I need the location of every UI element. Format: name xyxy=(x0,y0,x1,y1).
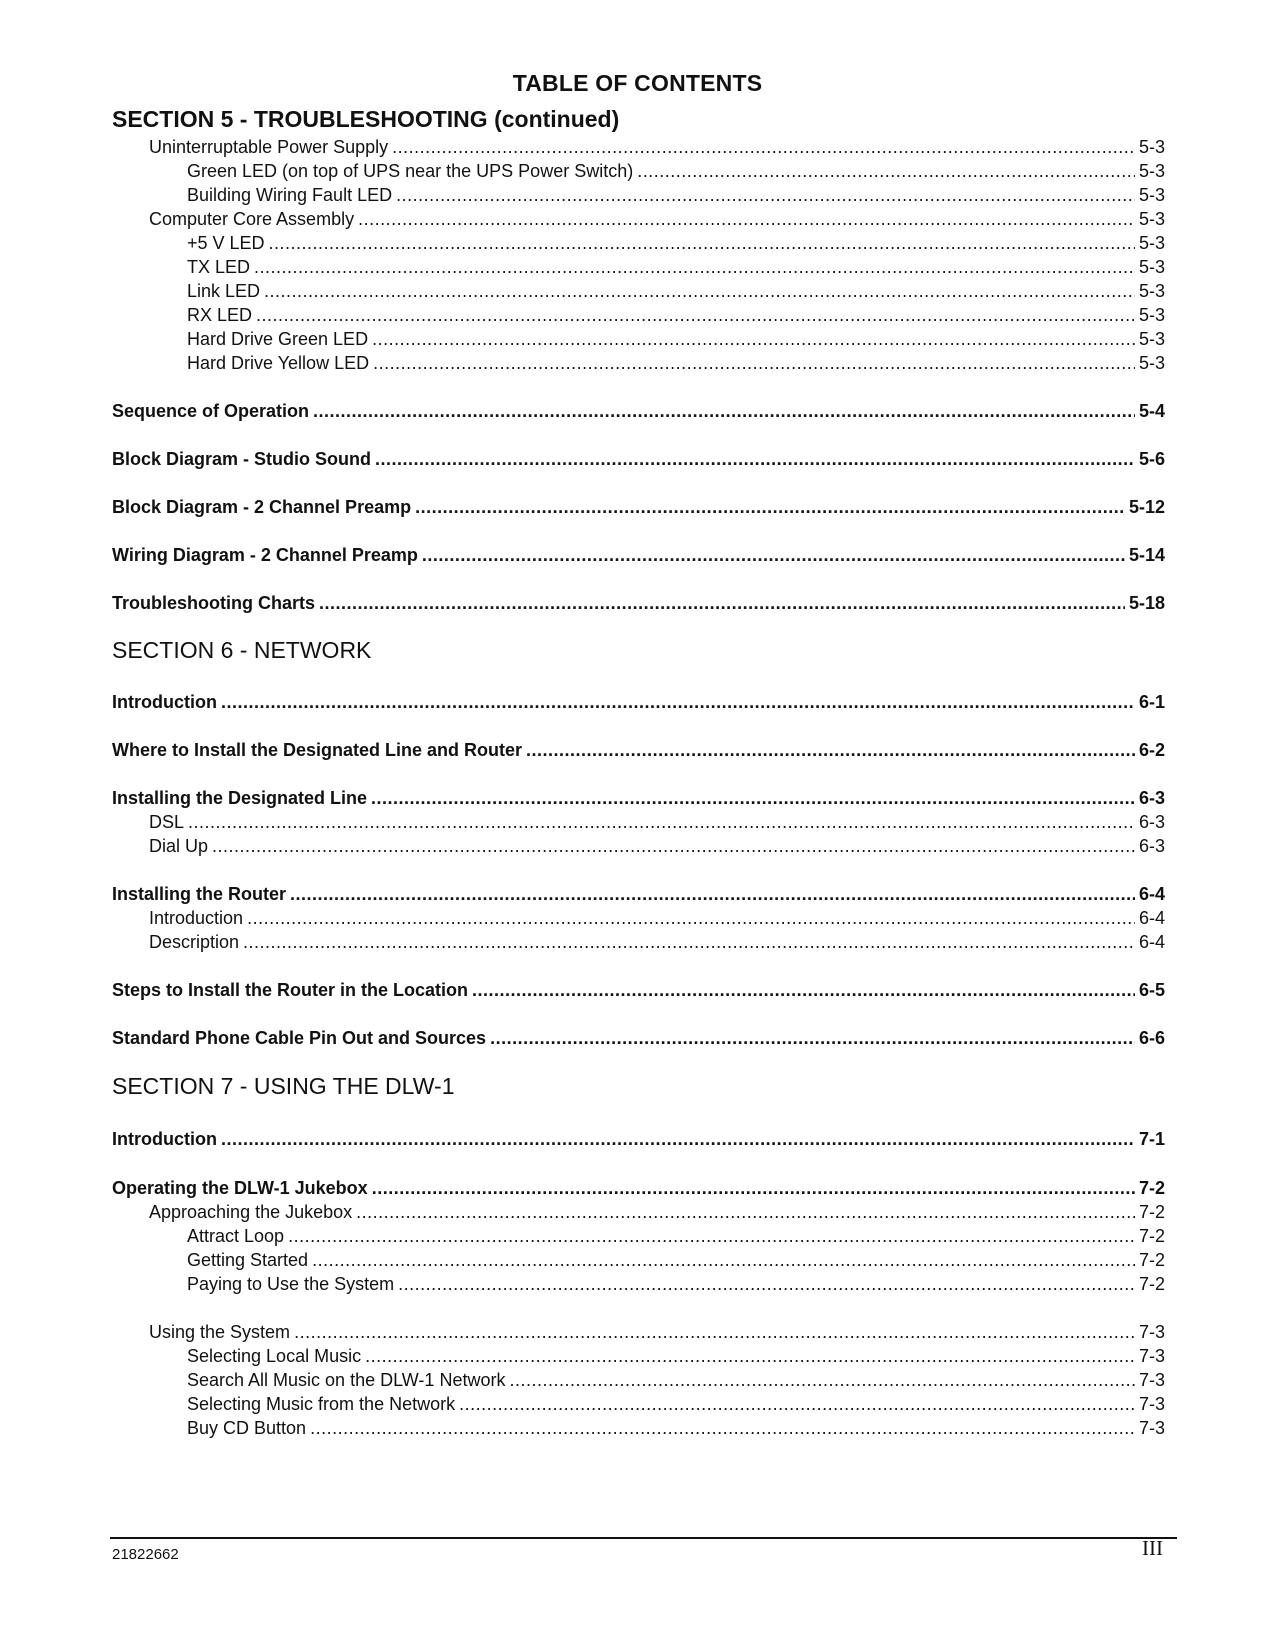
toc-entry-label: Where to Install the Designated Line and Router xyxy=(112,740,523,760)
toc-entry[interactable] xyxy=(149,209,1165,230)
dot-leader xyxy=(254,257,1135,278)
toc-entry-page: 5-14 xyxy=(1128,545,1165,565)
toc-entry-label: Block Diagram - 2 Channel Preamp xyxy=(112,497,412,517)
toc-entry-page: 6-4 xyxy=(1138,932,1165,952)
toc-entry[interactable] xyxy=(112,497,1165,518)
dot-leader xyxy=(290,884,1135,905)
toc-entry-label: Link LED xyxy=(187,281,261,301)
section-heading: SECTION 6 - NETWORK xyxy=(112,637,372,663)
toc-entry-page: 5-3 xyxy=(1138,209,1165,229)
dot-leader xyxy=(392,137,1135,158)
dot-leader xyxy=(459,1394,1135,1415)
toc-entry-page: 7-2 xyxy=(1138,1226,1165,1246)
toc-entry[interactable] xyxy=(112,1028,1165,1049)
dot-leader xyxy=(526,740,1135,761)
toc-entry-label: Paying to Use the System xyxy=(187,1274,395,1294)
toc-entry[interactable] xyxy=(187,1274,1165,1295)
toc-entry-page: 6-3 xyxy=(1138,788,1165,808)
toc-entry[interactable] xyxy=(112,884,1165,905)
toc-entry-page: 5-3 xyxy=(1138,305,1165,325)
toc-entry[interactable] xyxy=(187,281,1165,302)
dot-leader xyxy=(256,305,1135,326)
toc-entry[interactable] xyxy=(112,788,1165,809)
toc-entry-label: Hard Drive Yellow LED xyxy=(187,353,370,373)
dot-leader xyxy=(398,1274,1135,1295)
toc-entry-page: 5-12 xyxy=(1128,497,1165,517)
dot-leader xyxy=(371,788,1135,809)
dot-leader xyxy=(188,812,1135,833)
toc-entry[interactable] xyxy=(149,908,1165,929)
toc-entry-label: Installing the Designated Line xyxy=(112,788,368,808)
toc-entry-page: 5-3 xyxy=(1138,185,1165,205)
section-heading: SECTION 7 - USING THE DLW-1 xyxy=(112,1073,455,1099)
document-number: 21822662 xyxy=(112,1546,179,1563)
toc-entry-label: Steps to Install the Router in the Location xyxy=(112,980,469,1000)
dot-leader xyxy=(313,401,1135,422)
dot-leader xyxy=(490,1028,1135,1049)
dot-leader xyxy=(247,908,1135,929)
toc-entry-page: 7-2 xyxy=(1138,1250,1165,1270)
toc-entry-label: Attract Loop xyxy=(187,1226,285,1246)
toc-entry-page: 6-4 xyxy=(1138,908,1165,928)
toc-entry[interactable] xyxy=(149,1322,1165,1343)
toc-entry[interactable] xyxy=(187,1394,1165,1415)
toc-entry-label: Green LED (on top of UPS near the UPS Power Switch) xyxy=(187,161,634,181)
toc-entry[interactable] xyxy=(187,1418,1165,1439)
toc-entry-label: Operating the DLW-1 Jukebox xyxy=(112,1178,368,1198)
toc-entry[interactable] xyxy=(187,161,1165,182)
toc-entry-label: Building Wiring Fault LED xyxy=(187,185,393,205)
toc-entry-page: 7-3 xyxy=(1138,1370,1165,1390)
toc-entry-label: Computer Core Assembly xyxy=(149,209,355,229)
toc-entry-label: Dial Up xyxy=(149,836,209,856)
toc-entry-page: 6-2 xyxy=(1138,740,1165,760)
toc-entry[interactable] xyxy=(187,329,1165,350)
toc-entry-page: 7-2 xyxy=(1138,1274,1165,1294)
toc-entry-label: Getting Started xyxy=(187,1250,309,1270)
dot-leader xyxy=(294,1322,1135,1343)
toc-entry[interactable] xyxy=(112,449,1165,470)
toc-entry-page: 5-3 xyxy=(1138,161,1165,181)
toc-entry-label: RX LED xyxy=(187,305,253,325)
toc-entry[interactable] xyxy=(187,1346,1165,1367)
toc-entry-page: 7-3 xyxy=(1138,1418,1165,1438)
toc-entry-label: +5 V LED xyxy=(187,233,265,253)
toc-entry[interactable] xyxy=(187,257,1165,278)
toc-entry-page: 6-4 xyxy=(1138,884,1165,904)
toc-entry[interactable] xyxy=(112,740,1165,761)
toc-entry[interactable] xyxy=(187,1370,1165,1391)
toc-entry-label: Hard Drive Green LED xyxy=(187,329,369,349)
dot-leader xyxy=(373,353,1135,374)
dot-leader xyxy=(415,497,1125,518)
toc-entry[interactable] xyxy=(149,137,1165,158)
toc-entry-label: Selecting Music from the Network xyxy=(187,1394,456,1414)
dot-leader xyxy=(422,545,1125,566)
toc-entry[interactable] xyxy=(112,593,1165,614)
dot-leader xyxy=(269,233,1135,254)
toc-entry[interactable] xyxy=(149,932,1165,953)
toc-entry[interactable] xyxy=(112,1129,1165,1150)
dot-leader xyxy=(396,185,1135,206)
toc-entry-label: Introduction xyxy=(149,908,244,928)
footer-rule xyxy=(110,1537,1177,1539)
toc-entry-page: 7-3 xyxy=(1138,1394,1165,1414)
toc-entry[interactable] xyxy=(112,545,1165,566)
toc-entry-label: Introduction xyxy=(112,1129,217,1149)
dot-leader xyxy=(637,161,1135,182)
toc-entry[interactable] xyxy=(187,233,1165,254)
toc-entry[interactable] xyxy=(112,692,1165,713)
toc-entry-label: Standard Phone Cable Pin Out and Sources xyxy=(112,1028,487,1048)
toc-entry-page: 5-3 xyxy=(1138,353,1165,373)
toc-entry-page: 5-3 xyxy=(1138,257,1165,277)
toc-entry[interactable] xyxy=(112,980,1165,1001)
dot-leader xyxy=(221,692,1135,713)
toc-entry-page: 5-18 xyxy=(1128,593,1165,613)
toc-entry[interactable] xyxy=(187,353,1165,374)
toc-entry-label: Installing the Router xyxy=(112,884,287,904)
toc-entry-page: 6-6 xyxy=(1138,1028,1165,1048)
dot-leader xyxy=(221,1129,1135,1150)
toc-entry-page: 6-3 xyxy=(1138,812,1165,832)
toc-entry[interactable] xyxy=(112,1178,1165,1199)
toc-entry-label: TX LED xyxy=(187,257,251,277)
toc-entry-page: 5-3 xyxy=(1138,137,1165,157)
dot-leader xyxy=(372,1178,1135,1199)
toc-entry-page: 5-4 xyxy=(1138,401,1165,421)
toc-entry-label: Sequence of Operation xyxy=(112,401,310,421)
toc-entry-page: 5-6 xyxy=(1138,449,1165,469)
dot-leader xyxy=(312,1250,1135,1271)
toc-entry-page: 7-1 xyxy=(1138,1129,1165,1149)
dot-leader xyxy=(372,329,1135,350)
toc-entry-page: 7-2 xyxy=(1138,1178,1165,1198)
toc-entry-page: 7-3 xyxy=(1138,1322,1165,1342)
section-heading: SECTION 5 - TROUBLESHOOTING (continued) xyxy=(112,106,620,132)
toc-entry-page: 5-3 xyxy=(1138,281,1165,301)
toc-entry-page: 7-3 xyxy=(1138,1346,1165,1366)
toc-entry-label: Uninterruptable Power Supply xyxy=(149,137,389,157)
toc-entry-label: Selecting Local Music xyxy=(187,1346,362,1366)
toc-entry[interactable] xyxy=(187,305,1165,326)
toc-entry-page: 6-5 xyxy=(1138,980,1165,1000)
toc-entry-page: 6-1 xyxy=(1138,692,1165,712)
dot-leader xyxy=(472,980,1135,1001)
toc-entry-label: Wiring Diagram - 2 Channel Preamp xyxy=(112,545,418,565)
toc-entry[interactable] xyxy=(187,1226,1165,1247)
dot-leader xyxy=(264,281,1135,302)
toc-entry-label: Search All Music on the DLW-1 Network xyxy=(187,1370,506,1390)
toc-entry-label: Using the System xyxy=(149,1322,291,1342)
toc-entry[interactable] xyxy=(112,401,1165,422)
dot-leader xyxy=(358,209,1135,230)
dot-leader xyxy=(375,449,1135,470)
toc-entry-page: 5-3 xyxy=(1138,233,1165,253)
dot-leader xyxy=(356,1202,1135,1223)
toc-entry-label: Block Diagram - Studio Sound xyxy=(112,449,372,469)
toc-entry-label: Troubleshooting Charts xyxy=(112,593,316,613)
dot-leader xyxy=(212,836,1135,857)
toc-entry[interactable] xyxy=(149,812,1165,833)
toc-entry-label: DSL xyxy=(149,812,185,832)
dot-leader xyxy=(243,932,1135,953)
toc-entry[interactable] xyxy=(149,1202,1165,1223)
page-title: TABLE OF CONTENTS xyxy=(512,70,763,96)
toc-entry-label: Buy CD Button xyxy=(187,1418,307,1438)
dot-leader xyxy=(365,1346,1135,1367)
dot-leader xyxy=(310,1418,1135,1439)
toc-entry[interactable] xyxy=(149,836,1165,857)
toc-entry[interactable] xyxy=(187,1250,1165,1271)
toc-entry-page: 7-2 xyxy=(1138,1202,1165,1222)
toc-entry-label: Introduction xyxy=(112,692,217,712)
page-number: III xyxy=(1142,1536,1163,1560)
toc-entry-label: Approaching the Jukebox xyxy=(149,1202,353,1222)
dot-leader xyxy=(509,1370,1135,1391)
toc-entry[interactable] xyxy=(187,185,1165,206)
dot-leader xyxy=(288,1226,1135,1247)
dot-leader xyxy=(319,593,1125,614)
toc-entry-page: 5-3 xyxy=(1138,329,1165,349)
toc-entry-label: Description xyxy=(149,932,240,952)
toc-entry-page: 6-3 xyxy=(1138,836,1165,856)
